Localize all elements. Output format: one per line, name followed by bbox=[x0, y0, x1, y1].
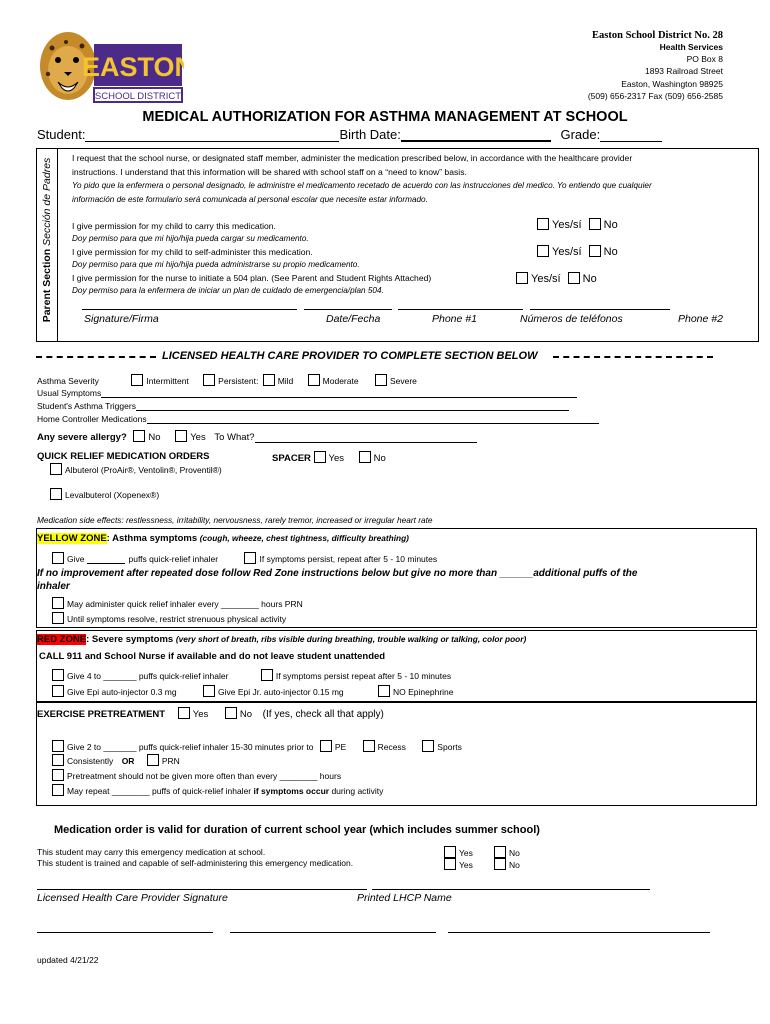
city: Easton, Washington 98925 bbox=[621, 78, 723, 89]
allergy-field[interactable] bbox=[255, 432, 477, 443]
carry-choice: Yes/sí No bbox=[537, 218, 618, 231]
carry-statement: This student may carry this emergency medication at school. bbox=[37, 847, 266, 857]
may-admin-row: May administer quick relief inhaler every ________ hours PRN bbox=[52, 597, 303, 609]
intermittent-checkbox[interactable] bbox=[131, 374, 143, 386]
phone1-line[interactable] bbox=[398, 309, 523, 310]
student-row bbox=[37, 127, 662, 142]
lhcp-signature-line[interactable] bbox=[37, 889, 367, 890]
pretreat-checkbox[interactable] bbox=[52, 769, 64, 781]
no-improve-1: If no improvement after repeated dose follow Red Zone instructions below but give no more than ______additional puffs of the bbox=[37, 568, 638, 579]
consistently-row: Consistently OR PRN bbox=[52, 754, 180, 766]
svg-text:SCHOOL DISTRICT: SCHOOL DISTRICT bbox=[94, 91, 182, 102]
trained-yes: Yes bbox=[444, 858, 473, 870]
moderate-checkbox[interactable] bbox=[308, 374, 320, 386]
allergy-row: Any severe allergy? No Yes To What? bbox=[37, 430, 477, 443]
grade-field[interactable] bbox=[600, 128, 662, 142]
intro-es-2: información de este formulario será comunicada al personal escolar que necesite estar informado. bbox=[72, 195, 428, 204]
yellow-persist-checkbox[interactable] bbox=[244, 552, 256, 564]
extra-line-1[interactable] bbox=[37, 932, 213, 933]
perm-carry: I give permission for my child to carry this medication. bbox=[72, 221, 276, 231]
red-zone-heading: RED ZONE: Severe symptoms (very short of breath, ribs visible during breathing, trouble walking or talking, color poor) bbox=[37, 634, 527, 645]
allergy-no-checkbox[interactable] bbox=[133, 430, 145, 442]
yellow-give-checkbox[interactable] bbox=[52, 552, 64, 564]
side-effects-text: Medication side effects: restlessness, irritability, nervousness, rarely tremor, increased or irregular heart rate bbox=[37, 515, 433, 525]
spacer-no-checkbox[interactable] bbox=[359, 451, 371, 463]
perm-504: I give permission for the nurse to initiate a 504 plan. (See Parent and Student Rights Attached) bbox=[72, 273, 432, 283]
grade-label: Grade: bbox=[560, 127, 601, 142]
intro-text-2: instructions. I understand that this information will be shared with school staff on a “need to know” basis. bbox=[72, 167, 467, 177]
exercise-no-checkbox[interactable] bbox=[225, 707, 237, 719]
self-choice: Yes/sí No bbox=[537, 245, 618, 258]
lhcp-name-label: Printed LHCP Name bbox=[357, 892, 452, 904]
exercise-yes-checkbox[interactable] bbox=[178, 707, 190, 719]
red-give-checkbox[interactable] bbox=[52, 669, 64, 681]
exercise-heading: EXERCISE PRETREATMENT Yes No (If yes, check all that apply) bbox=[37, 709, 384, 720]
until-checkbox[interactable] bbox=[52, 612, 64, 624]
give-2-row: Give 2 to _______ puffs quick-relief inhaler 15-30 minutes prior to PE Recess Sports bbox=[52, 740, 462, 752]
yellow-zone-heading: YELLOW ZONE: Asthma symptoms (cough, wheeze, chest tightness, difficulty breathing) bbox=[37, 533, 409, 544]
carry-no-checkbox[interactable] bbox=[589, 218, 601, 230]
intro-text-1: I request that the school nurse, or designated staff member, administer the medication prescribed below, in accordance with the healthcare provider bbox=[72, 153, 633, 163]
department: Health Services bbox=[659, 42, 723, 52]
provider-section-title: LICENSED HEALTH CARE PROVIDER TO COMPLETE SECTION BELOW bbox=[162, 350, 538, 362]
phone2-label: Phone #2 bbox=[678, 313, 723, 325]
yellow-puffs-field[interactable] bbox=[87, 554, 125, 564]
usual-symptoms-row: Usual Symptoms bbox=[37, 388, 577, 398]
lhcp-name-line[interactable] bbox=[372, 889, 650, 890]
prn-checkbox[interactable] bbox=[147, 754, 159, 766]
sports-checkbox[interactable] bbox=[422, 740, 434, 752]
extra-line-2[interactable] bbox=[230, 932, 436, 933]
may-repeat-checkbox[interactable] bbox=[52, 784, 64, 796]
carry-no: No bbox=[494, 846, 520, 858]
no-improve-2: inhaler bbox=[37, 581, 70, 592]
controller-row: Home Controller Medications bbox=[37, 414, 599, 424]
plan504-yes-checkbox[interactable] bbox=[516, 272, 528, 284]
self-no-checkbox[interactable] bbox=[589, 245, 601, 257]
divider-right bbox=[553, 356, 713, 358]
pe-checkbox[interactable] bbox=[320, 740, 332, 752]
district-address bbox=[588, 30, 723, 102]
albuterol-row: Albuterol (ProAir®, Ventolin®, Proventil®) bbox=[50, 463, 222, 475]
trained-yes-box[interactable] bbox=[444, 858, 456, 870]
may-admin-checkbox[interactable] bbox=[52, 597, 64, 609]
trained-no: No bbox=[494, 858, 520, 870]
form-title: MEDICAL AUTHORIZATION FOR ASTHMA MANAGEMENT AT SCHOOL bbox=[142, 109, 628, 125]
perm-self: I give permission for my child to self-administer this medication. bbox=[72, 247, 313, 257]
lhcp-signature-label: Licensed Health Care Provider Signature bbox=[37, 892, 228, 904]
persistent-checkbox[interactable] bbox=[203, 374, 215, 386]
date-label: Date/Fecha bbox=[326, 313, 381, 325]
no-epi-checkbox[interactable] bbox=[378, 685, 390, 697]
usual-symptoms-field[interactable] bbox=[101, 388, 577, 398]
trained-no-box[interactable] bbox=[494, 858, 506, 870]
red-persist-checkbox[interactable] bbox=[261, 669, 273, 681]
perm-self-es: Doy permiso para que mi hijo/hija pueda administrarse su propio medicamento. bbox=[72, 260, 360, 269]
perm-504-es: Doy permiso para la enfermera de iniciar un plan de cuidado de emergencia/plan 504. bbox=[72, 286, 384, 295]
carry-yes-checkbox[interactable] bbox=[537, 218, 549, 230]
parent-section-side bbox=[36, 148, 58, 342]
divider-left bbox=[36, 356, 156, 358]
levalbuterol-row: Levalbuterol (Xopenex®) bbox=[50, 488, 159, 500]
phone1-label: Phone #1 bbox=[432, 313, 477, 325]
levalbuterol-checkbox[interactable] bbox=[50, 488, 62, 500]
student-field[interactable] bbox=[85, 128, 339, 142]
trained-statement: This student is trained and capable of self-administering this emergency medication. bbox=[37, 858, 354, 868]
logo-text: EASTON bbox=[81, 52, 184, 82]
until-row: Until symptoms resolve, restrict strenuous physical activity bbox=[52, 612, 286, 624]
albuterol-checkbox[interactable] bbox=[50, 463, 62, 475]
order-validity: Medication order is valid for duration of current school year (which includes summer school) bbox=[54, 824, 540, 836]
self-yes-checkbox[interactable] bbox=[537, 245, 549, 257]
birth-label: Birth Date: bbox=[339, 127, 401, 142]
yellow-zone-label: YELLOW ZONE bbox=[37, 533, 107, 544]
phone2-line[interactable] bbox=[530, 309, 670, 310]
po-box: PO Box 8 bbox=[686, 54, 723, 65]
pretreat-row: Pretreatment should not be given more often than every ________ hours bbox=[52, 769, 341, 781]
numbers-label: Números de teléfonos bbox=[520, 313, 623, 325]
severe-checkbox[interactable] bbox=[375, 374, 387, 386]
birth-field[interactable] bbox=[401, 127, 551, 142]
yellow-give-row: Give puffs quick-relief inhaler If symptoms persist, repeat after 5 - 10 minutes bbox=[52, 552, 437, 564]
severity-row: Asthma Severity Intermittent Persistent: Mild Moderate Severe bbox=[37, 376, 417, 386]
district-logo bbox=[36, 26, 184, 108]
allergy-yes-checkbox[interactable] bbox=[175, 430, 187, 442]
plan504-choice: Yes/sí No bbox=[516, 272, 597, 285]
triggers-row: Student's Asthma Triggers bbox=[37, 401, 569, 411]
consistently-checkbox[interactable] bbox=[52, 754, 64, 766]
controller-field[interactable] bbox=[147, 414, 599, 424]
carry-no-box[interactable] bbox=[494, 846, 506, 858]
carry-yes: Yes bbox=[444, 846, 473, 858]
parent-section-label: Parent Section Sección de Padres bbox=[41, 157, 53, 323]
epi-row: Give Epi auto-injector 0.3 mg Give Epi Jr. auto-injector 0.15 mg NO Epinephrine bbox=[52, 685, 454, 697]
extra-line-3[interactable] bbox=[448, 932, 710, 933]
epi-checkbox[interactable] bbox=[52, 685, 64, 697]
updated-date: updated 4/21/22 bbox=[37, 955, 99, 965]
spacer-yes-checkbox[interactable] bbox=[314, 451, 326, 463]
triggers-field[interactable] bbox=[136, 401, 569, 411]
call-911: CALL 911 and School Nurse if available and do not leave student unattended bbox=[39, 651, 386, 662]
district-name: Easton School District No. 28 bbox=[592, 30, 723, 41]
mild-checkbox[interactable] bbox=[263, 374, 275, 386]
red-give-row: Give 4 to _______ puffs quick-relief inhaler If symptoms persist repeat after 5 - 10 minutes bbox=[52, 669, 451, 681]
carry-yes-box[interactable] bbox=[444, 846, 456, 858]
spacer-row: SPACER Yes No bbox=[272, 453, 386, 464]
red-zone-label: RED ZONE bbox=[37, 634, 87, 645]
recess-checkbox[interactable] bbox=[363, 740, 375, 752]
may-repeat-row: May repeat ________ puffs of quick-relief inhaler if symptoms occur during activity bbox=[52, 784, 383, 796]
signature-line[interactable] bbox=[82, 309, 297, 310]
street: 1893 Railroad Street bbox=[645, 66, 723, 77]
phone-fax: (509) 656-2317 Fax (509) 656-2585 bbox=[587, 90, 723, 101]
signature-label: Signature/Firma bbox=[84, 313, 159, 325]
student-label: Student: bbox=[37, 127, 86, 142]
date-line[interactable] bbox=[304, 309, 392, 310]
give-2-checkbox[interactable] bbox=[52, 740, 64, 752]
epi-jr-checkbox[interactable] bbox=[203, 685, 215, 697]
perm-carry-es: Doy permiso para que mi hijo/hija pueda cargar su medicamento. bbox=[72, 234, 309, 243]
quick-relief-label: QUICK RELIEF MEDICATION ORDERS bbox=[37, 451, 210, 462]
plan504-no-checkbox[interactable] bbox=[568, 272, 580, 284]
intro-es-1: Yo pido que la enfermera o personal designado, le administre el medicamento recetado de acuerdo con las instrucciones del medico. Yo entiendo que cualquier bbox=[72, 181, 652, 190]
